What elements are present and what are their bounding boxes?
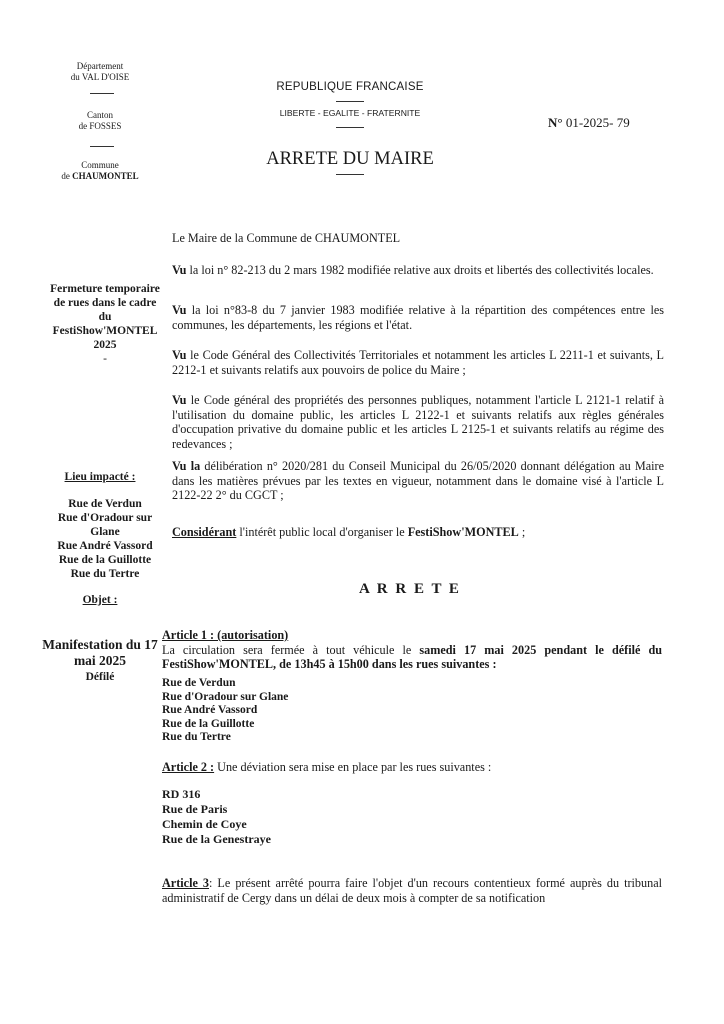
arrete-number <box>548 115 630 131</box>
lieu-street: Rue d'Oradour sur Glane <box>57 512 153 538</box>
number-value: 01-2025- 79 <box>565 115 630 130</box>
vu-lead: Vu <box>172 348 187 362</box>
article-1-title: Article 1 : (autorisation) <box>162 628 289 642</box>
motto: LIBERTE - EGALITE - FRATERNITE <box>279 108 421 118</box>
vu-text: le Code général des propriétés des personnes publiques, notamment l'article L 2121-1 relatif à l'utilisation du domaine public, les articles L 2122-1 et suivants relatifs aux règles générales d'occupation privative du domaine public et les articles L 2125-1 et suivants relatifs au régime des redevances ; <box>172 393 664 451</box>
canton-label: Canton <box>87 110 113 120</box>
subject-box <box>50 282 160 366</box>
considerant-bold: FestiShow'MONTEL <box>407 525 519 539</box>
article-1-text: La circulation sera fermée à tout véhicule le <box>162 642 420 657</box>
lieu-street: Rue du Tertre <box>70 568 140 580</box>
vu-paragraph <box>172 348 664 377</box>
document-title: ARRETE DU MAIRE <box>266 149 434 169</box>
article-2-text: Une déviation sera mise en place par les rues suivantes : <box>214 760 492 774</box>
departement-label: Département <box>76 61 124 71</box>
subject-dash: - <box>103 353 107 365</box>
canton-block <box>40 110 160 132</box>
street-item: Rue du Tertre <box>162 731 231 743</box>
article-2 <box>162 760 662 775</box>
divider <box>90 146 114 147</box>
departement-block <box>40 61 160 83</box>
departement-name: du VAL D'OISE <box>70 72 130 82</box>
article-1-streets <box>162 677 462 745</box>
considerant-lead: Considérant <box>172 525 237 539</box>
street-item: Rue de Verdun <box>162 677 236 689</box>
vu-text: délibération n° 2020/281 du Conseil Municipal du 26/05/2020 donnant délégation au Maire dans les matières prévues par les textes en vigueur, notamment dans le domaine visé à l'article L 2122-22 2° du CGCT ; <box>172 459 664 502</box>
street-item: Chemin de Coye <box>162 817 247 831</box>
street-item: Rue de la Genestraye <box>162 832 271 846</box>
vu-text: la loi n° 82-213 du 2 mars 1982 modifiée relative aux droits et libertés des collectivités locales. <box>186 263 654 277</box>
article-2-title: Article 2 : <box>162 760 215 774</box>
article-3 <box>162 876 662 905</box>
divider <box>336 174 364 175</box>
republic-title: REPUBLIQUE FRANCAISE <box>276 81 424 93</box>
objet-text: Manifestation du 17 mai 2025 <box>42 637 158 668</box>
vu-paragraph <box>172 303 664 332</box>
subject-text: Fermeture temporaire de rues dans le cadre du FestiShow'MONTEL 2025 <box>50 283 160 351</box>
article-3-text: : Le présent arrêté pourra faire l'objet d'un recours contentieux formé auprès du tribunal administratif de Cergy dans un délai de deux mois à compter de sa notification <box>162 876 662 905</box>
vu-paragraph <box>172 263 664 278</box>
number-prefix: N° <box>548 115 563 130</box>
lieu-street: Rue André Vassord <box>57 540 153 552</box>
objet-block <box>40 637 160 685</box>
street-item: Rue d'Oradour sur Glane <box>162 690 289 703</box>
commune-name: CHAUMONTEL <box>72 171 139 181</box>
vu-text: la loi n°83-8 du 7 janvier 1983 modifiée relative à la répartition des compétences entre les communes, les départements, les régions et l'état. <box>172 303 664 332</box>
article-1 <box>162 628 662 672</box>
lieu-street: Rue de Verdun <box>68 498 142 510</box>
considerant-paragraph <box>172 525 664 540</box>
arrete-heading: A R R E T E <box>359 581 461 597</box>
objet-sub: Défilé <box>85 671 115 683</box>
article-1-body <box>162 643 662 672</box>
intro-line: Le Maire de la Commune de CHAUMONTEL <box>172 231 401 245</box>
vu-lead: Vu <box>172 263 187 277</box>
vu-paragraph <box>172 393 664 451</box>
article-1-bold: samedi 17 mai 2025 pendant le défilé du FestiShow'MONTEL, de 13h45 à 15h00 dans les rues suivantes : <box>162 642 663 671</box>
vu-lead: Vu la <box>172 459 201 473</box>
lieu-street: Rue de la Guillotte <box>58 554 152 566</box>
street-item: Rue de Paris <box>162 802 228 816</box>
divider <box>336 101 364 102</box>
vu-lead: Vu <box>172 393 187 407</box>
divider <box>90 93 114 94</box>
lieu-heading: Lieu impacté : <box>64 471 136 483</box>
street-item: Rue André Vassord <box>162 704 258 716</box>
street-item: Rue de la Guillotte <box>162 717 255 730</box>
objet-heading: Objet : <box>82 594 118 606</box>
lieu-streets <box>46 497 164 581</box>
commune-prefix: de <box>61 171 73 181</box>
commune-block <box>40 160 160 182</box>
divider <box>336 127 364 128</box>
article-2-streets <box>162 787 462 847</box>
commune-label: Commune <box>81 160 119 170</box>
vu-paragraph <box>172 459 664 503</box>
article-3-title: Article 3 <box>162 876 209 890</box>
vu-lead: Vu <box>172 303 187 317</box>
canton-name: de FOSSES <box>78 121 122 131</box>
commune-name-line <box>40 171 160 182</box>
considerant-end: ; <box>518 525 526 539</box>
considerant-text: l'intérêt public local d'organiser le <box>236 525 408 539</box>
street-item: RD 316 <box>162 787 201 801</box>
vu-text: le Code Général des Collectivités Territoriales et notamment les articles L 2211-1 et suivants, L 2212-1 et suivants relatifs aux pouvoirs de police du Maire ; <box>172 348 664 377</box>
